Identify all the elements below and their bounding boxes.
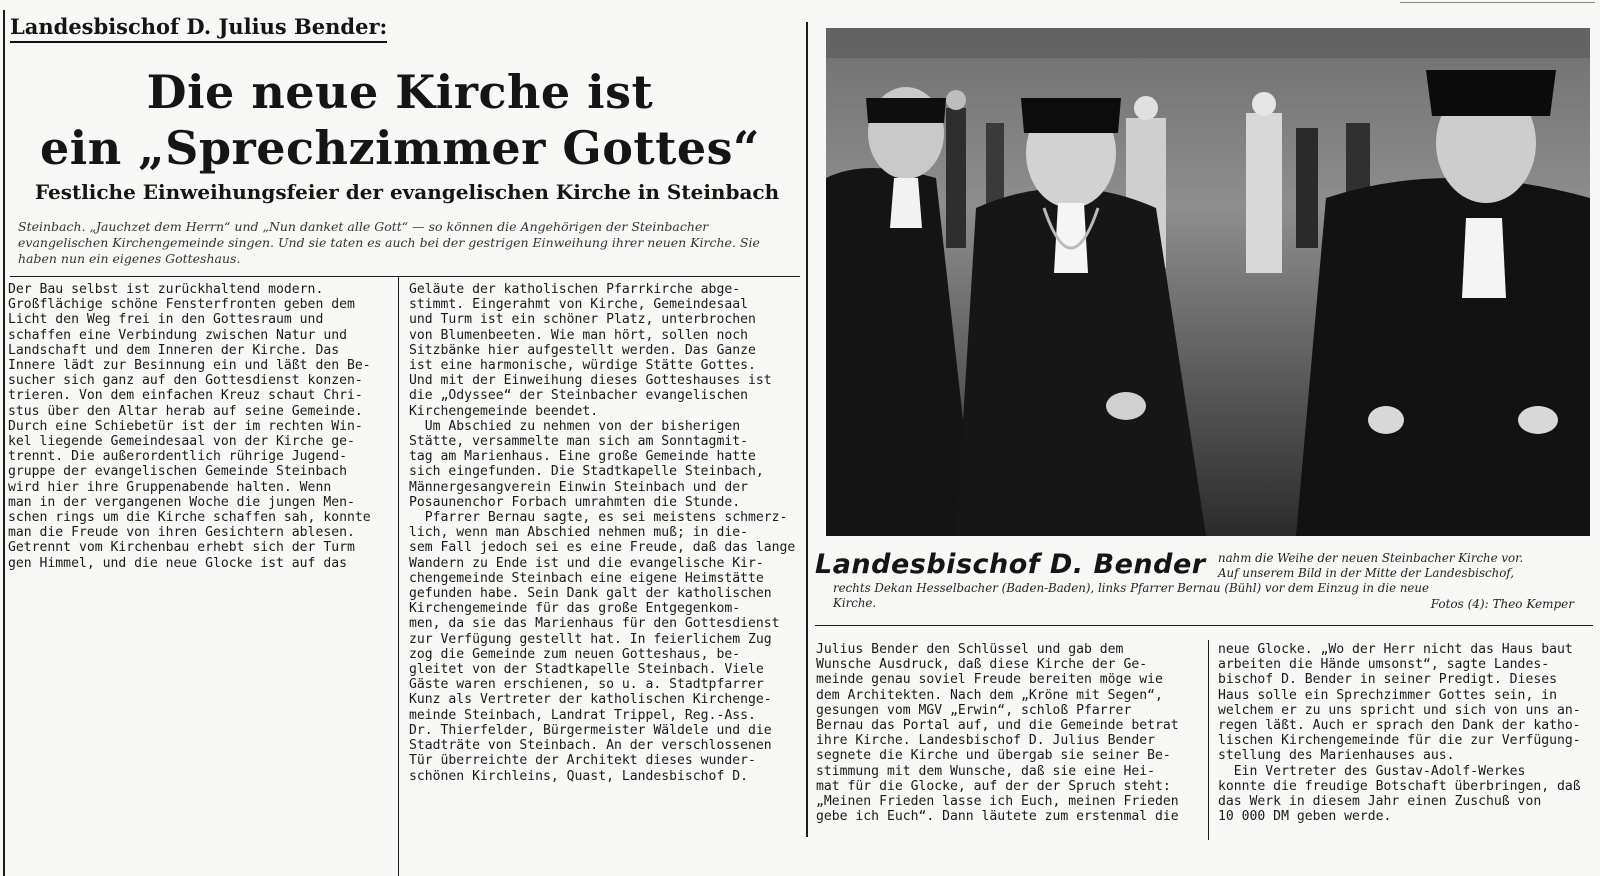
body-column-3: Julius Bender den Schlüssel und gab dem Wunsche Ausdruck, daß diese Kirche der Ge- meinde genau soviel Freude bereiten möge wie dem Architekten. Nach dem „Kröne mit Segen“, gesungen vom MGV „Erwin“, schloß Pfarrer Bernau das Portal auf, und die Gemeinde betrat ihre Kirche. Landesbischof D. Julius Bender segnete die Kirche und übergab sie seiner Be- stimmung mit dem Wunsche, daß sie eine Hei- mat für die Glocke, auf der der Spruch steht: „Meinen Frieden lasse ich Euch, meinen Frieden gebe ich Euch“. Dann läutete zum erstenmal die bbox=[816, 642, 1179, 825]
article-kicker: Landesbischof D. Julius Bender: bbox=[10, 14, 387, 43]
photo-illustration bbox=[826, 28, 1590, 536]
photo-caption-text-2: rechts Dekan Hesselbacher (Baden-Baden), links Pfarrer Bernau (Bühl) vor dem Einzug in die neue Kirche. bbox=[833, 581, 1429, 610]
column-rule-3 bbox=[1208, 640, 1209, 840]
headline-line-1: Die neue Kirche ist bbox=[146, 65, 654, 119]
left-border-rule bbox=[3, 10, 5, 876]
lead-separator-rule bbox=[10, 276, 800, 277]
body-column-4: neue Glocke. „Wo der Herr nicht das Haus baut arbeiten die Hände umsonst“, sagte Landes- bischof D. Bender in seiner Predigt. Dieses Haus solle ein Sprechzimmer Gottes sein, in welchem er zu uns spricht und sich von uns an- regen läßt. Auch er sprach den Dank der katho- lischen Kirchengemeinde für die zur Verfügung- stellung des Marienhauses aus. Ein Vertreter des Gustav-Adolf-Werkes konnte die freudige Botschaft überbringen, daß das Werk in diesem Jahr einen Zuschuß von 10 000 DM geben werde. bbox=[1218, 642, 1581, 825]
column-rule-2 bbox=[806, 22, 808, 837]
photo-credit: Fotos (4): Theo Kemper bbox=[1430, 597, 1574, 611]
article-lead: Steinbach. „Jauchzet dem Herrn“ und „Nun danket alle Gott“ — so können die Angehörigen der Steinbacher evangelischen Kirchengemeinde singen. Und sie taten es auch bei der gestrigen Einweihung ihrer neuen Kirche. Sie haben nun ein eigenes Gotteshaus. bbox=[18, 219, 760, 266]
photo-caption-title: Landesbischof D. Bender bbox=[815, 549, 1206, 580]
article-headline bbox=[20, 64, 780, 176]
headline-line-2: ein „Sprechzimmer Gottes“ bbox=[39, 121, 761, 175]
news-photo bbox=[826, 28, 1590, 536]
column-rule-1 bbox=[398, 276, 399, 876]
body-column-1: Der Bau selbst ist zurückhaltend modern. Großflächige schöne Fensterfronten geben dem Licht den Weg frei in den Gottesraum und schaffen eine Verbindung zwischen Natur und Landschaft und dem Inneren der Kirche. Das Innere lädt zur Besinnung ein und läßt den Be- sucher sich ganz auf den Gottesdienst konzen- trieren. Von dem einfachen Kreuz schaut Chri- stus über den Altar herab auf seine Gemeinde. Durch eine Schiebetür ist der im rechten Win- kel liegende Gemeindesaal von der Kirche ge- trennt. Die außerordentlich rührige Jugend- gruppe der evangelischen Gemeinde Steinbach wird hier ihre Gruppenabende halten. Wenn man in der vergangenen Woche die jungen Men- schen rings um die Kirche schaffen sah, konnte man die Freude von ihren Gesichtern ablesen. Getrennt vom Kirchenbau erhebt sich der Turm gen Himmel, und die neue Glocke ist auf das bbox=[8, 282, 371, 571]
photo-caption-text-1: nahm die Weihe der neuen Steinbacher Kirche vor. Auf unserem Bild in der Mitte der Landesbischof, bbox=[1218, 551, 1524, 580]
top-right-rule bbox=[1400, 2, 1595, 3]
article-subheadline: Festliche Einweihungsfeier der evangelischen Kirche in Steinbach bbox=[34, 180, 780, 204]
body-column-2: Geläute der katholischen Pfarrkirche abge- stimmt. Eingerahmt von Kirche, Gemeindesaal und Turm ist ein schöner Platz, unterbrochen von Blumenbeeten. Wie man hört, sollen noch Sitzbänke hier aufgestellt werden. Das Ganze ist eine harmonische, würdige Stätte Gottes. Und mit der Einweihung dieses Gotteshauses ist die „Odyssee“ der Steinbacher evangelischen Kirchengemeinde beendet. Um Abschied zu nehmen von der bisherigen Stätte, versammelte man sich am Sonntagmit- tag am Marienhaus. Eine große Gemeinde hatte sich eingefunden. Die Stadtkapelle Steinbach, Männergesangverein Einwin Steinbach und der Posaunenchor Forbach umrahmten die Stunde. Pfarrer Bernau sagte, es sei meistens schmerz- lich, wenn man Abschied nehmen muß; in die- sem Fall jedoch sei es eine Freude, daß das lange Wandern zu Ende ist und die evangelische Kir- chengemeinde Steinbach eine eigene Heimstätte gefunden habe. Sein Dank galt der katholischen Kirchengemeinde für das große Entgegenkom- men, da sie das Marienhaus für den Gottesdienst zur Verfügung gestellt hat. In feierlichem Zug zog die Gemeinde zum neuen Gotteshaus, be- gleitet von der Stadtkapelle Steinbach. Viele Gäste waren erschienen, so u. a. Stadtpfarrer Kunz als Vertreter der katholischen Kirchenge- meinde Steinbach, Landrat Trippel, Reg.-Ass. Dr. Thierfelder, Bürgermeister Wäldele und die Stadträte von Steinbach. An der verschlossenen Tür überreichte der Architekt dieses wunder- schönen Kirchleins, Quast, Landesbischof D. bbox=[409, 282, 796, 784]
caption-separator-rule bbox=[815, 625, 1593, 626]
